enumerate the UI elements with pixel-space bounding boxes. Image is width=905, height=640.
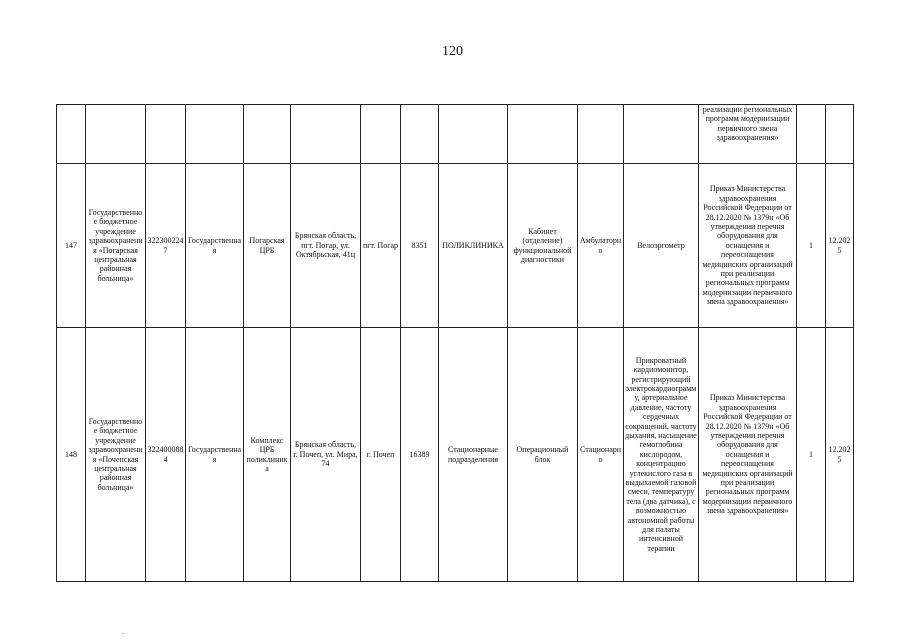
cell-population: 8351 — [401, 164, 439, 328]
cell-org: Государственное бюджетное учреждение здравоохранения «Почепская центральная районная больница» — [86, 328, 146, 582]
cell-empty — [146, 105, 186, 164]
cell-short-name: Комплекс ЦРБ поликлиника — [244, 328, 291, 582]
cell-care-type: Стационарно — [578, 328, 624, 582]
equipment-table — [56, 104, 854, 582]
cell-address: Брянская область, г. Почеп, ул. Мира, 74 — [291, 328, 361, 582]
cell-empty — [244, 105, 291, 164]
cell-empty — [57, 105, 86, 164]
cell-empty — [86, 105, 146, 164]
cell-code: 3224000884 — [146, 328, 186, 582]
cell-date: 12.2025 — [826, 328, 854, 582]
cell-unit: Стационарные подразделения — [439, 328, 508, 582]
cell-department: Операционный блок — [508, 328, 578, 582]
cell-short-name: Погарская ЦРБ — [244, 164, 291, 328]
cell-settlement: пгт. Погар — [361, 164, 401, 328]
cell-unit: ПОЛИКЛИНИКА — [439, 164, 508, 328]
cell-address: Брянская область, пгт. Погар, ул. Октябрьская, 41ц — [291, 164, 361, 328]
table-row — [57, 328, 854, 582]
cell-equipment: Прикроватный кардиомонитор, регистрирующий электрокардиограмму, артериальное давление, частоту сердечных сокращений, частоту дыхания, насыщение гемоглобина кислородом, концентрацию углекислого газа в выдыхаемой газовой смеси, температуру тела (два датчика), с возможностью автономной работы для палаты интенсивной терапии — [624, 328, 699, 582]
cell-empty — [624, 105, 699, 164]
table-row-continuation — [57, 105, 854, 164]
cell-empty — [508, 105, 578, 164]
cell-quantity: 1 — [797, 328, 826, 582]
cell-num: 148 — [57, 328, 86, 582]
cell-org: Государственное бюджетное учреждение здравоохранения «Погарская центральная районная больница» — [86, 164, 146, 328]
cell-settlement: г. Почеп — [361, 328, 401, 582]
cell-care-type: Амбулаторно — [578, 164, 624, 328]
cell-population: 16389 — [401, 328, 439, 582]
cell-quantity: 1 — [797, 164, 826, 328]
cell-empty — [401, 105, 439, 164]
cell-empty — [361, 105, 401, 164]
cell-department: Кабинет (отделение) функциональной диагностики — [508, 164, 578, 328]
cell-ownership: Государственная — [186, 328, 244, 582]
table-row — [57, 164, 854, 328]
cell-document: Приказ Министерства здравоохранения Российской Федерации от 28.12.2020 № 1379н «Об утверждении перечня оборудования для оснащения и переоснащения медицинских организаций при реализации региональных программ модернизации первичного звена здравоохранения» — [699, 164, 797, 328]
cell-date: 12.2025 — [826, 164, 854, 328]
cell-empty — [291, 105, 361, 164]
cell-document: Приказ Министерства здравоохранения Российской Федерации от 28.12.2020 № 1379н «Об утверждении перечня оборудования для оснащения и переоснащения медицинских организаций при реализации региональных программ модернизации первичного звена здравоохранения» — [699, 328, 797, 582]
cell-empty — [186, 105, 244, 164]
scan-speck — [122, 633, 124, 634]
cell-num: 147 — [57, 164, 86, 328]
cell-equipment: Велоэргометр — [624, 164, 699, 328]
cell-empty — [797, 105, 826, 164]
cell-empty — [439, 105, 508, 164]
cell-empty — [578, 105, 624, 164]
cell-code: 3223002247 — [146, 164, 186, 328]
cell-empty — [826, 105, 854, 164]
cell-ownership: Государственная — [186, 164, 244, 328]
page-number: 120 — [442, 44, 463, 59]
cell-document: реализации региональных программ модернизации первичного звена здравоохранения» — [699, 105, 797, 164]
